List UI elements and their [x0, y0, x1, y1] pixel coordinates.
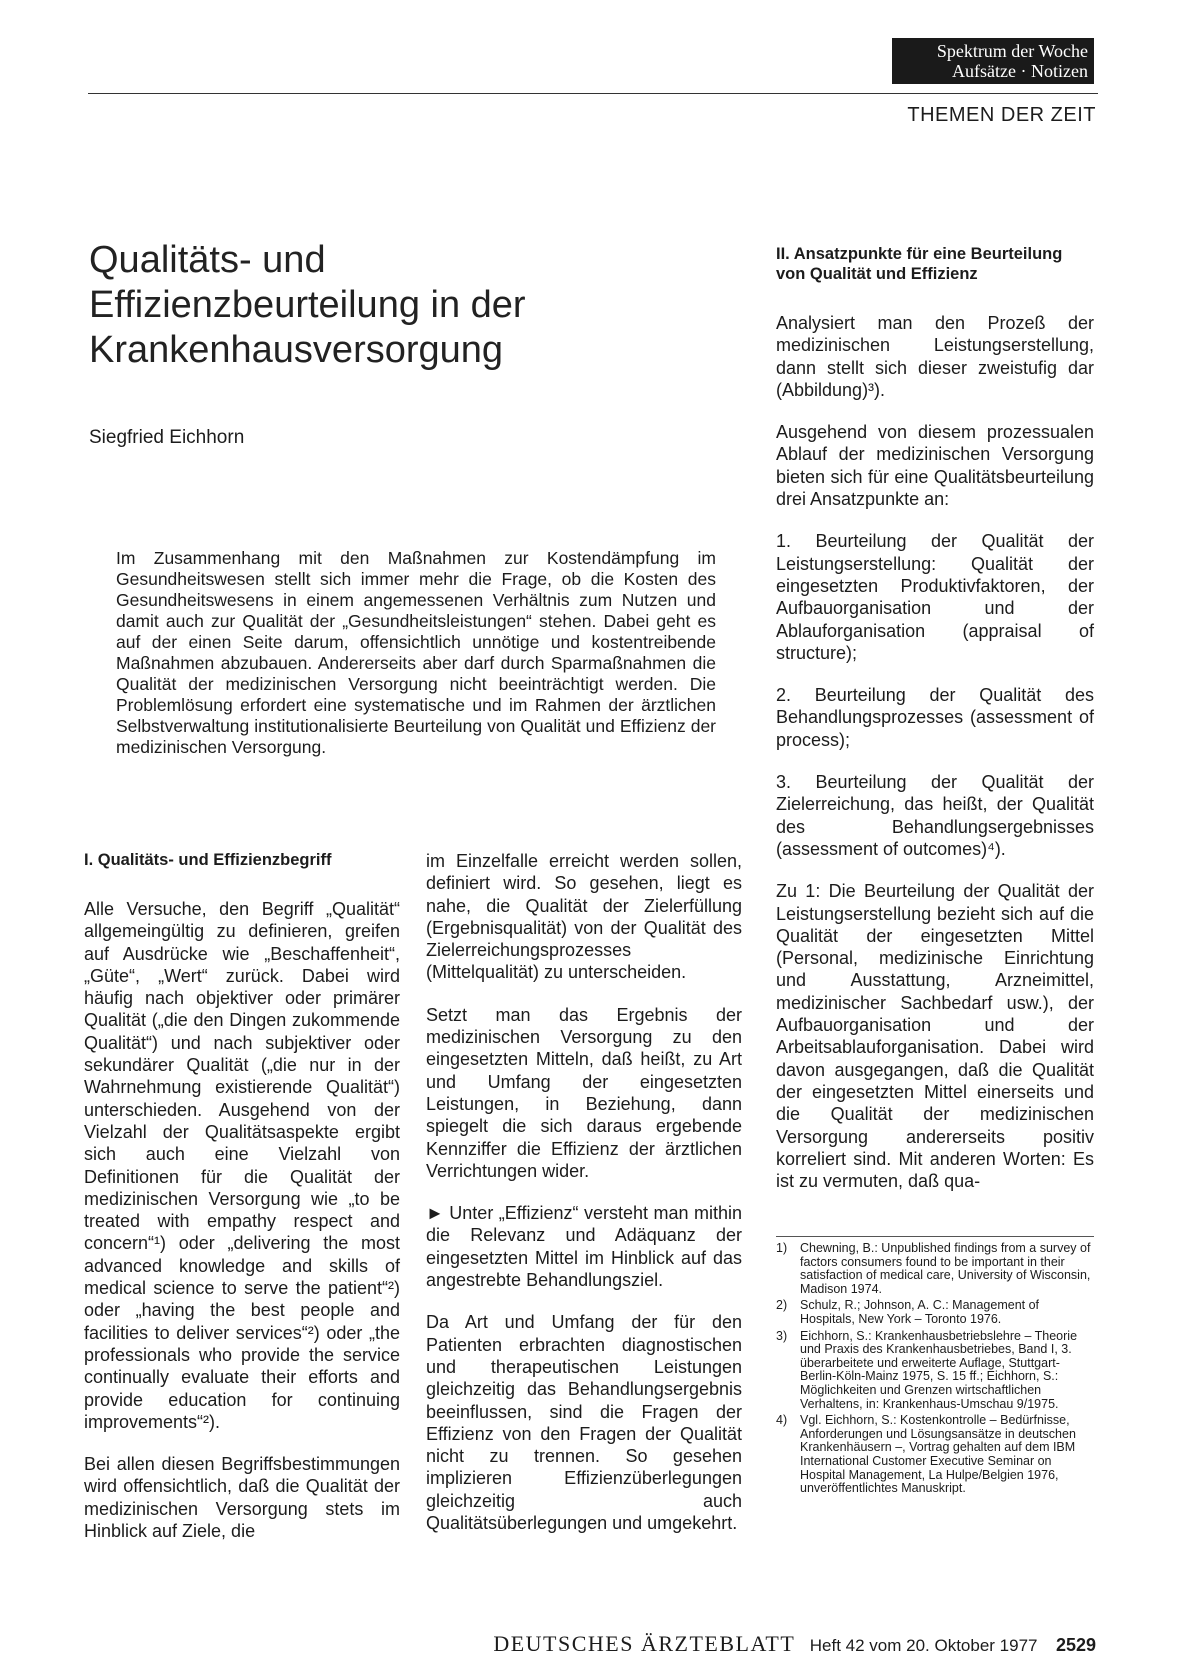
paragraph: Zu 1: Die Beurteilung der Qualität der Leistungserstellung bezieht sich auf die Qualität der eingesetzten Mittel (Personal, medizinische Einrichtung und Ausstattung, Arzneimittel, medizinischer Sachbedarf usw.), der Aufbauorganisation und der Arbeitsablauforganisation. Dabei wird davon ausgegangen, daß die Qualität der eingesetzten Mittel einerseits und die Qualität der medizinischen Versorgung andererseits positiv korreliert sind. Mit anderen Worten: Es ist zu vermuten, daß qua-: [776, 881, 1094, 1192]
section-heading: II. Ansatzpunkte für eine Beurteilung von Qualität und Effizienz: [776, 245, 1063, 283]
section-heading: I. Qualitäts- und Effizienzbegriff: [84, 851, 332, 869]
badge-line-1: Spektrum der Woche: [936, 41, 1088, 61]
abstract: Im Zusammenhang mit den Maßnahmen zur Kostendämpfung im Gesundheitswesen stellt sich immer mehr die Frage, ob die Kosten des Gesundheitswesens in einem angemessenen Verhältnis zum Nutzen und damit auch zur Qualität der „Gesundheitsleistungen“ stehen. Dabei geht es auf der einen Seite darum, offensichtlich unnötige und kostentreibende Maßnahmen abzubauen. Andererseits aber darf durch Sparmaßnahmen die Qualität der medizinischen Versorgung nicht beeinträchtigt werden. Die Problemlösung erfordert eine systematische und im Rahmen der ärztlichen Selbstverwaltung institutionalisierte Beurteilung von Qualität und Effizienz der medizinischen Versorgung.: [116, 548, 716, 757]
footnote: [776, 1299, 1094, 1326]
page-number: 2529: [1055, 1635, 1096, 1655]
footnote: [776, 1242, 1094, 1296]
paragraph: Bei allen diesen Begriffsbestimmungen wird offensichtlich, daß die Qualität der medizinischen Versorgung stets im Hinblick auf Ziele, die: [84, 1454, 400, 1542]
page-footer: [420, 1631, 1096, 1657]
paragraph: im Einzelfalle erreicht werden sollen, definiert wird. So gesehen, liegt es nahe, die Qualität der Zielerfüllung (Ergebnisqualität) von der Qualität des Zielerreichungsprozesses (Mittelqualität) zu unterscheiden.: [426, 851, 742, 983]
paragraph: 3. Beurteilung der Qualität der Zielerreichung, das heißt, der Qualität des Behandlungsergebnisses (assessment of outcomes)⁴).: [776, 772, 1094, 859]
section-badge: [892, 38, 1094, 84]
article-title: [89, 238, 709, 373]
footnote-number: 4): [776, 1413, 788, 1428]
author-name: Siegfried Eichhorn: [89, 427, 245, 448]
footnote-text: Schulz, R.; Johnson, A. C.: Management of Hospitals, New York – Toronto 1976.: [800, 1298, 1040, 1326]
paragraph: Analysiert man den Prozeß der medizinischen Leistungserstellung, dann stellt sich dieser zweistufig dar (Abbildung)³).: [776, 313, 1094, 400]
badge-line-2: Aufsätze · Notizen: [952, 61, 1088, 81]
header-rule: [88, 93, 1098, 94]
column-left: [84, 850, 400, 1562]
paragraph: Alle Versuche, den Begriff „Qualität“ allgemeingültig zu definieren, greifen auf Ausdrücke wie „Beschaffenheit“, „Güte“, „Wert“ zurück. Dabei wird häufig nach objektiver oder primärer Qualität („die den Dingen zukommende Qualität“) und nach subjektiver oder sekundärer Qualität („die nur in der Wahrnehmung existierende Qualität“) unterschieden. Ausgehend von der Vielzahl der Qualitätsaspekte ergibt sich auch eine Vielzahl von Definitionen für die Qualität der medizinischen Versorgung wie „to be treated with empathy respect and concern“¹) oder „delivering the most advanced knowledge and skills of medical science to serve the patient“²) oder „having the best people and facilities to deliver services“²) oder „the professionals who provide the service continually evaluate their efforts and provide education for continuing improvements“²).: [84, 899, 400, 1432]
paragraph: Ausgehend von diesem prozessualen Ablauf der medizinischen Versorgung bieten sich für eine Qualitätsbeurteilung drei Ansatzpunkte an:: [776, 422, 1094, 510]
footnote-number: 2): [776, 1298, 788, 1313]
issue-info: Heft 42 vom 20. Oktober 1977: [809, 1636, 1038, 1655]
column-right: [776, 244, 1094, 1212]
journal-name: DEUTSCHES ÄRZTEBLATT: [493, 1631, 796, 1656]
footnote-text: Eichhorn, S.: Krankenhausbetriebslehre – Theorie und Praxis des Krankenhausbetriebes, Band I, 3. überarbeitete und erweiterte Auflage, Stuttgart-Berlin-Köln-Mainz 1975, S. 15 ff.; Eichhorn, S.: Möglichkeiten und Grenzen wirtschaftlichen Verhaltens, in: Krankenhaus-Umschau 9/1975.: [800, 1328, 1078, 1411]
paragraph: Setzt man das Ergebnis der medizinischen Versorgung zu den eingesetzten Mitteln, daß heißt, zu Art und Umfang der eingesetzten Leistungen, in Beziehung, dann spiegelt die sich daraus ergebende Kennziffer die Effizienz der ärztlichen Verrichtungen wider.: [426, 1004, 742, 1181]
paragraph: 2. Beurteilung der Qualität des Behandlungsprozesses (assessment of process);: [776, 685, 1094, 750]
footnotes: [776, 1236, 1094, 1499]
footnote-text: Vgl. Eichhorn, S.: Kostenkontrolle – Bedürfnisse, Anforderungen und Lösungsansätze in deutschen Krankenhäusern –, Vortrag gehalten auf dem IBM International Customer Executive Seminar on Hospital Management, La Hulpe/Belgien 1976, unveröffentlichtes Manuskript.: [800, 1413, 1076, 1496]
paragraph: Da Art und Umfang der für den Patienten erbrachten diagnostischen und therapeutischen Leistungen gleichzeitig das Behandlungsergebnis beeinflussen, sind die Fragen der Effizienz von den Fragen der Qualität nicht zu trennen. So gesehen implizieren Effizienzüberlegungen gleichzeitig auch Qualitätsüberlegungen und umgekehrt.: [426, 1312, 742, 1534]
paragraph: ► Unter „Effizienz“ versteht man mithin die Relevanz und Adäquanz der eingesetzten Mittel im Hinblick auf das angestrebte Behandlungsziel.: [426, 1203, 742, 1291]
footnote-number: 1): [776, 1241, 788, 1255]
title-line: Krankenhausversorgung: [89, 329, 504, 371]
title-line: Effizienzbeurteilung in der: [89, 284, 526, 326]
footnote: [776, 1330, 1094, 1412]
footnote-text: Chewning, B.: Unpublished findings from a survey of factors consumers found to be important in their satisfaction of medical care, University of Wisconsin, Madison 1974.: [800, 1241, 1091, 1296]
title-line: Qualitäts- und: [89, 239, 326, 281]
footnote-number: 3): [776, 1328, 788, 1343]
footnote: [776, 1414, 1094, 1496]
paragraph: 1. Beurteilung der Qualität der Leistungserstellung: Qualität der eingesetzten Produktivfaktoren, der Aufbauorganisation und der Ablauforganisation (appraisal of structure);: [776, 531, 1094, 663]
column-middle: [426, 850, 742, 1554]
section-label: THEMEN DER ZEIT: [907, 104, 1096, 126]
